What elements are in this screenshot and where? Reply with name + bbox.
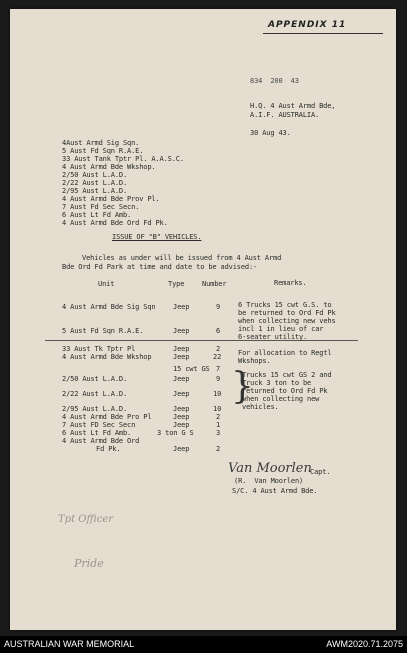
table-row-number: 1 — [216, 421, 221, 429]
table-row-unit: 4 Aust Armd Bde Sig Sqn — [62, 303, 156, 311]
table-row-number: 3 — [216, 429, 221, 437]
table-row-number: 9 — [216, 303, 221, 311]
col-header-number: Number — [202, 280, 227, 288]
signature-rank: Capt. — [310, 468, 331, 476]
remark-line: vehicles. — [242, 403, 279, 411]
table-row-type: Jeep — [173, 405, 190, 413]
table-divider — [45, 340, 358, 341]
remark-line: Wkshops. — [238, 357, 271, 365]
addressee: 2/22 Aust L.A.D. — [62, 179, 128, 187]
archive-footer — [0, 636, 407, 653]
table-row-unit: 7 Aust FD Sec Secn — [62, 421, 136, 429]
table-row-type: 15 cwt GS — [173, 365, 210, 373]
table-row-type: Jeep — [173, 303, 190, 311]
table-row-unit: 5 Aust Fd Sqn R.A.E. — [62, 327, 144, 335]
table-row-number: 10 — [213, 405, 222, 413]
table-row-type: Jeep — [173, 390, 190, 398]
table-row-number: 10 — [213, 390, 222, 398]
table-row-unit: 6 Aust Lt Fd Amb. — [62, 429, 132, 437]
handwritten-signature: Van Moorlen — [228, 461, 312, 476]
remark-line: Trucks 15 cwt GS 2 and — [242, 371, 332, 379]
intro-line-2: Bde Ord Fd Park at time and date to be advised:- — [62, 263, 258, 271]
remark-line: incl 1 in lieu of car — [238, 325, 324, 333]
addressee: 4 Aust Armd Bde Prov Pl. — [62, 195, 160, 203]
col-header-unit: Unit — [98, 280, 115, 288]
table-row-type: Jeep — [173, 353, 190, 361]
pencil-annotation-1: Tpt Officer — [58, 514, 114, 525]
table-row-unit: 4 Aust Armd Bde Wkshop — [62, 353, 152, 361]
remark-line: Truck 3 ton to be — [242, 379, 312, 387]
table-row-unit: 2/95 Aust L.A.D. — [62, 405, 128, 413]
reference-number: 834 200 43 — [250, 77, 299, 85]
appendix-underline — [263, 33, 383, 34]
table-row-unit: 4 Aust Armd Bde Pro Pl — [62, 413, 152, 421]
table-row-number: 7 — [216, 365, 221, 373]
table-row-unit: 2/50 Aust L.A.D. — [62, 375, 128, 383]
table-row-unit: Fd Pk. — [96, 445, 121, 453]
remark-line: For allocation to Regtl — [238, 349, 332, 357]
table-row-number: 2 — [216, 413, 221, 421]
signatory-name: (R. Van Moorlen) — [234, 477, 304, 485]
remark-line: 6-seater utility. — [238, 333, 308, 341]
table-row-type: Jeep — [173, 345, 190, 353]
remark-line: 6 Trucks 15 cwt G.S. to — [238, 301, 332, 309]
table-row-type: Jeep — [173, 421, 190, 429]
col-header-remarks: Remarks. — [274, 279, 307, 287]
addressee: 4Aust Armd Sig Sqn. — [62, 139, 140, 147]
document-page — [10, 9, 396, 630]
table-row-type: 3 ton G S — [157, 429, 194, 437]
addressee: 2/50 Aust L.A.D. — [62, 171, 128, 179]
table-row-number: 9 — [216, 375, 221, 383]
remark-line: returned to Ord Fd Pk — [242, 387, 328, 395]
addressee: 33 Aust Tank Tptr Pl. A.A.S.C. — [62, 155, 184, 163]
letter-date: 30 Aug 43. — [250, 129, 291, 137]
addressee: 4 Aust Armd Bde Ord Fd Pk. — [62, 219, 168, 227]
table-row-number: 2 — [216, 345, 221, 353]
hq-line-2: A.I.F. AUSTRALIA. — [250, 111, 320, 119]
pencil-annotation-2: Pride — [74, 557, 104, 570]
table-row-type: Jeep — [173, 375, 190, 383]
addressee: 4 Aust Armd Bde Wkshop. — [62, 163, 156, 171]
grouping-brace: } — [231, 366, 254, 407]
addressee: 2/95 Aust L.A.D. — [62, 187, 128, 195]
footer-right: AWM2020.71.2075 — [326, 639, 403, 649]
remark-line: when collecting new vehs — [238, 317, 336, 325]
addressee: 6 Aust Lt Fd Amb. — [62, 211, 132, 219]
remark-line: be returned to Ord Fd Pk — [238, 309, 336, 317]
hq-line-1: H.Q. 4 Aust Armd Bde, — [250, 102, 336, 110]
table-row-unit: 2/22 Aust L.A.D. — [62, 390, 128, 398]
table-row-type: Jeep — [173, 445, 190, 453]
table-row-unit: 33 Aust Tk Tptr Pl — [62, 345, 136, 353]
subject-heading: ISSUE OF "B" VEHICLES. — [112, 233, 202, 241]
appendix-label: APPENDIX 11 — [268, 20, 347, 30]
table-row-number: 22 — [213, 353, 222, 361]
col-header-type: Type — [168, 280, 185, 288]
table-row-unit: 4 Aust Armd Bde Ord — [62, 437, 140, 445]
table-row-type: Jeep — [173, 413, 190, 421]
table-row-number: 6 — [216, 327, 221, 335]
table-row-number: 2 — [216, 445, 221, 453]
remark-line: when collecting new — [242, 395, 320, 403]
table-row-type: Jeep — [173, 327, 190, 335]
signatory-title: S/C. 4 Aust Armd Bde. — [232, 487, 318, 495]
addressee: 7 Aust Fd Sec Secn. — [62, 203, 140, 211]
intro-line-1: Vehicles as under will be issued from 4 Aust Armd — [82, 254, 282, 262]
footer-left: AUSTRALIAN WAR MEMORIAL — [4, 639, 135, 649]
addressee: 5 Aust Fd Sqn R.A.E. — [62, 147, 144, 155]
